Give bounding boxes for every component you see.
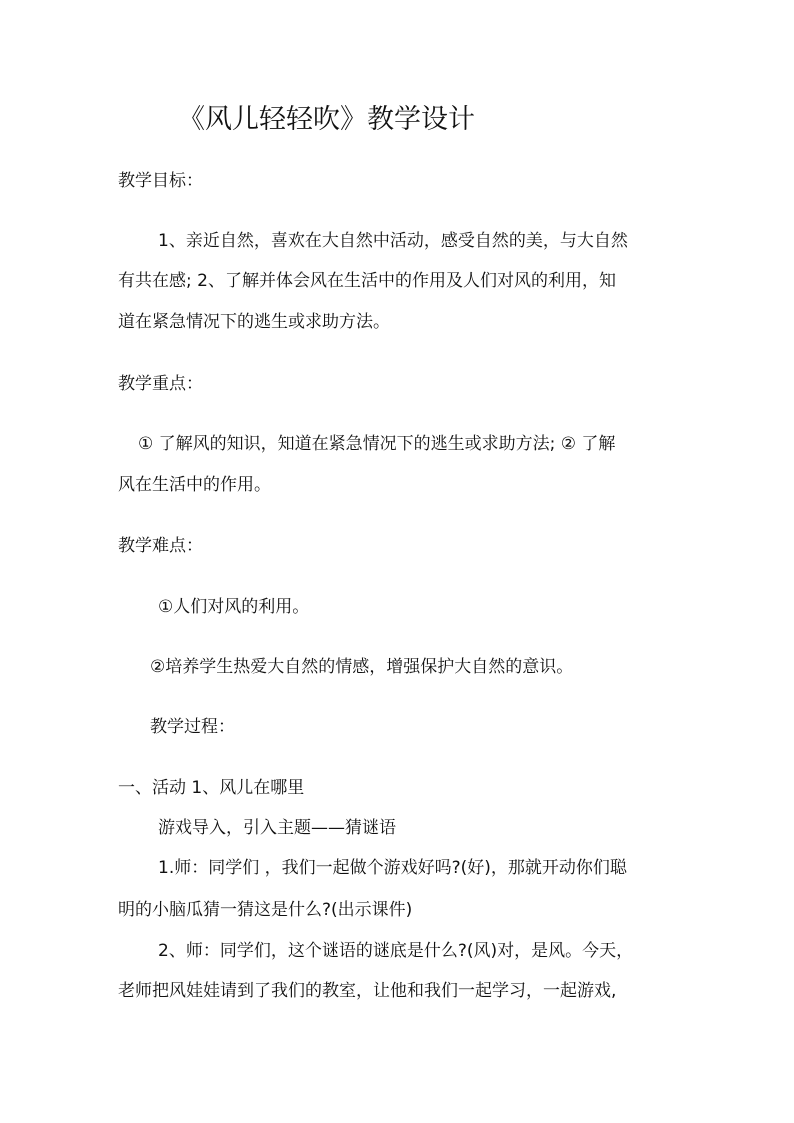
difficulties-line-1: ①人们对风的利用。 <box>158 597 310 617</box>
objectives-line-3: 道在紧急情况下的逃生或求助方法。 <box>118 312 390 332</box>
difficulties-line-2: ②培养学生热爱大自然的情感，增强保护大自然的意识。 <box>150 657 574 677</box>
document-title: 《风儿轻轻吹》教学设计 <box>178 104 475 135</box>
key-points-heading: 教学重点： <box>118 374 203 394</box>
process-line-2: 1.师：同学们 ，我们一起做个游戏好吗?(好)，那就开动你们聪 <box>158 858 627 878</box>
objectives-heading: 教学目标： <box>118 171 203 191</box>
objectives-line-1: 1、亲近自然，喜欢在大自然中活动，感受自然的美，与大自然 <box>158 231 628 251</box>
objectives-line-2: 有共在感; 2、了解并体会风在生活中的作用及人们对风的利用，知 <box>118 271 616 291</box>
activity-heading: 一、活动 1、风儿在哪里 <box>118 778 305 798</box>
process-line-1: 游戏导入，引入主题——猜谜语 <box>158 818 396 838</box>
process-line-4: 2、师：同学们，这个谜语的谜底是什么?(风)对，是风。今天， <box>158 941 634 961</box>
key-points-line-2: 风在生活中的作用。 <box>118 475 271 495</box>
difficulties-heading: 教学难点： <box>118 536 203 556</box>
process-heading: 教学过程： <box>150 717 235 737</box>
key-points-line-1: ① 了解风的知识，知道在紧急情况下的逃生或求助方法; ② 了解 <box>138 434 616 454</box>
process-line-5: 老师把风娃娃请到了我们的教室，让他和我们一起学习，一起游戏, <box>118 981 617 1001</box>
process-line-3: 明的小脑瓜猜一猜这是什么?(出示课件) <box>118 900 413 920</box>
